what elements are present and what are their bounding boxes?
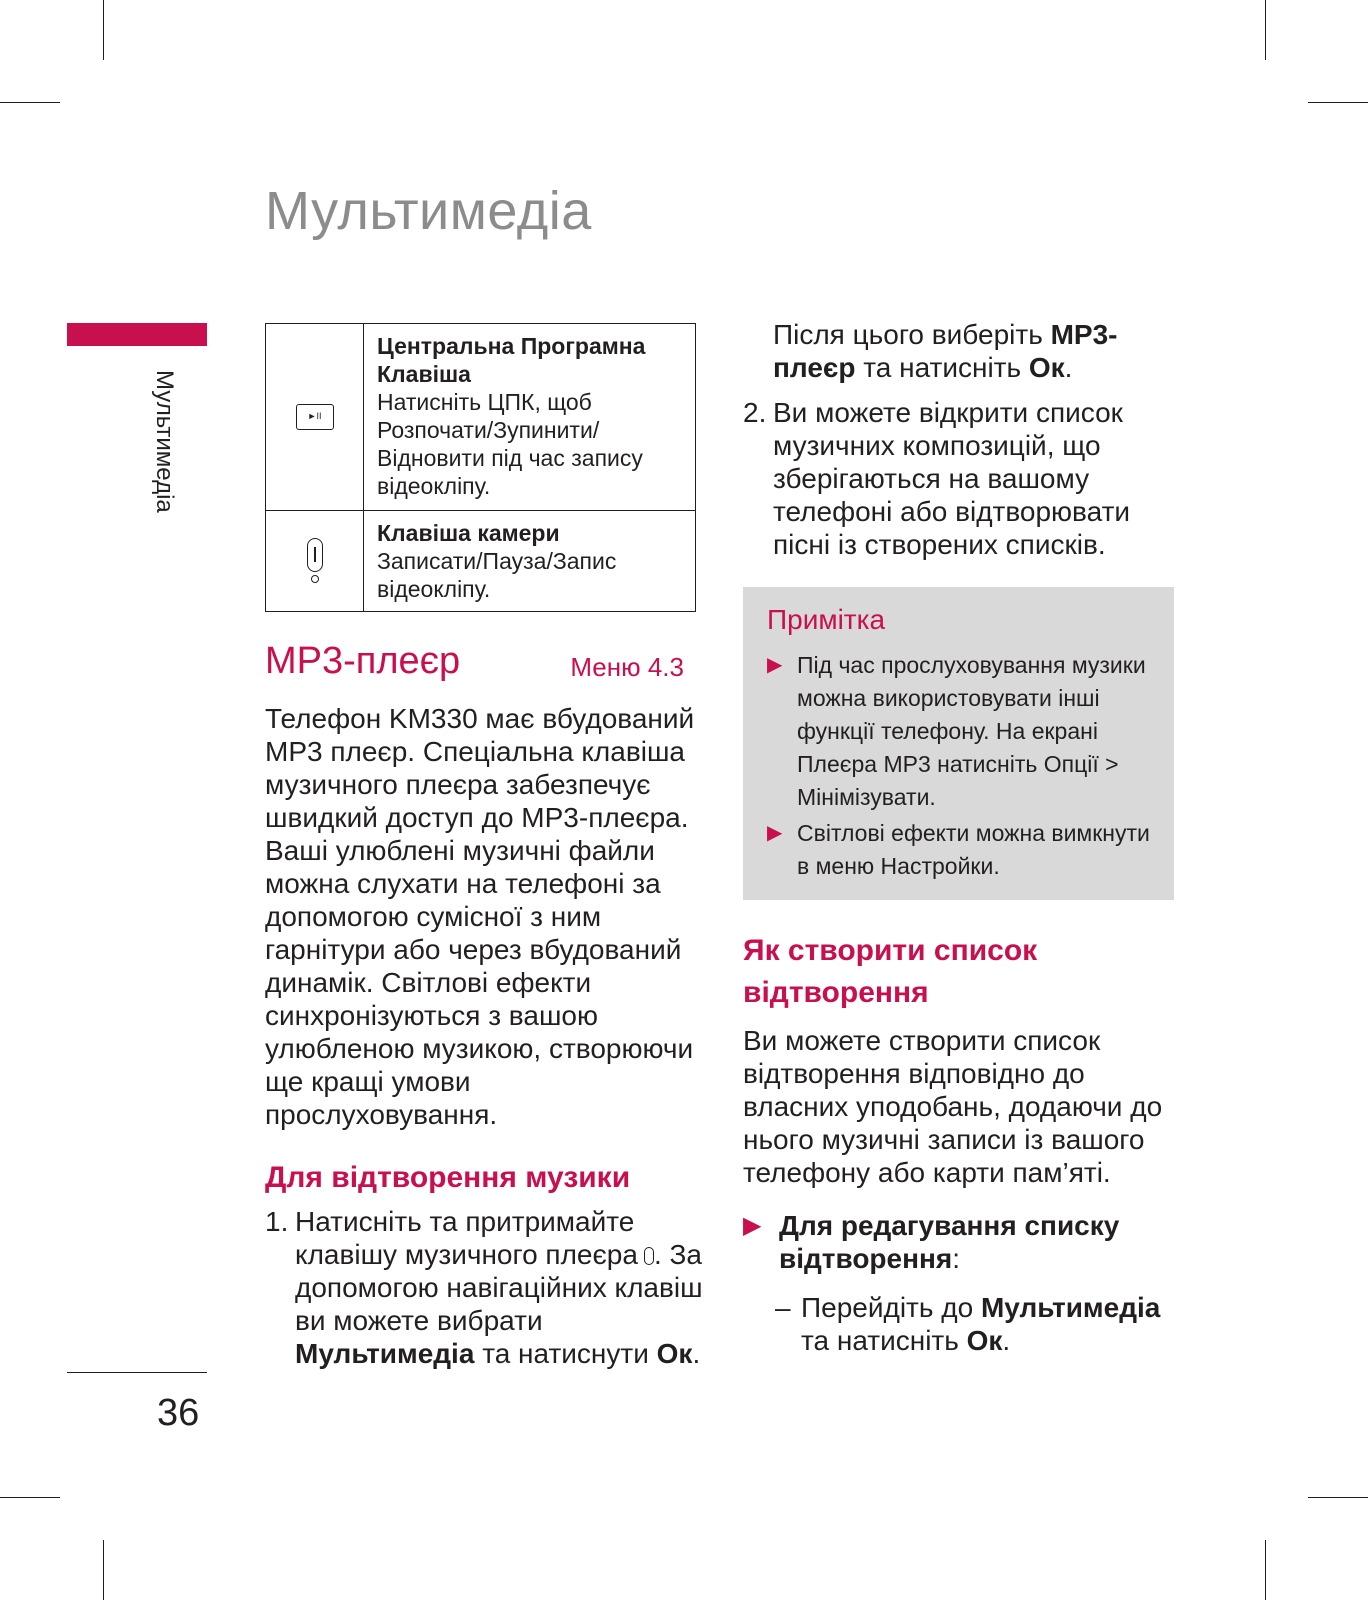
playlist-section <box>743 930 1173 1357</box>
note-box <box>743 587 1174 900</box>
step-text: та натисніть <box>863 352 1022 383</box>
note-item <box>767 649 1167 814</box>
key-text-cell <box>364 324 696 511</box>
side-section-label: Мультимедіа <box>151 370 178 513</box>
bullet-text: : <box>952 1243 961 1274</box>
dash-text: та натисніть <box>801 1325 959 1356</box>
camera-key-icon <box>307 538 323 580</box>
crop-mark <box>103 0 104 60</box>
step-bold-text: Ок <box>1028 352 1065 383</box>
list-item <box>265 1205 705 1370</box>
table-row <box>266 511 696 612</box>
dash-bold-text: Мультимедіа <box>980 1292 1161 1323</box>
table-row <box>266 324 696 511</box>
camera-glyph-icon <box>311 575 319 583</box>
step-bold-text: MP3-плеєр <box>773 319 1118 383</box>
step-text: Після цього виберіть <box>773 319 1043 350</box>
page-title: Мультимедіа <box>265 181 592 241</box>
step-number: 2. <box>743 397 767 428</box>
right-column <box>743 318 1173 561</box>
step-text: та натиснути <box>482 1338 649 1369</box>
section-title: MP3-плеєр <box>265 640 461 682</box>
step-text: . За допомогою навігаційних клавіш ви можете вибрати <box>295 1239 703 1336</box>
step-bold-text: Мультимедіа <box>295 1338 475 1369</box>
crop-mark <box>103 1540 104 1600</box>
subsection-title: Як створити список відтворення <box>743 934 1038 1009</box>
intro-paragraph: Телефон KM330 має вбудований MP3 плеєр. Спеціальна клавіша музичного плеєра забезпечує швидкий доступ до MP3-плеєра. Ваші улюблені музичні файли можна слухати на телефоні за допомогою сумісної з ним гарнітури або через вбудований динамік. Світлові ефекти синхронізуються з вашою улюбленою музикою, створюючи ще кращі умови прослуховування. <box>265 703 695 1130</box>
note-item <box>767 817 1167 883</box>
crop-mark <box>1308 1497 1368 1498</box>
key-description: Записати/Пауза/Запис відеокліпу. <box>377 548 617 602</box>
footer-rule <box>67 1372 207 1373</box>
key-icon-cell <box>266 324 364 511</box>
step-bold-text: Ок <box>656 1338 693 1369</box>
dash-bold-text: Ок <box>966 1325 1003 1356</box>
subsection-title: Для відтворення музики <box>265 1161 631 1194</box>
dash-mark: – <box>775 1292 791 1323</box>
menu-reference: Меню 4.3 <box>570 652 684 682</box>
dash-text: . <box>1002 1325 1011 1356</box>
step-text: Ви можете відкрити список музичних композицій, що зберігаються на вашому телефоні або відтворювати пісні із створених списків. <box>773 397 1131 560</box>
crop-mark <box>1265 1540 1266 1600</box>
crop-mark <box>1308 102 1368 103</box>
key-title: Клавіша камери <box>377 520 560 546</box>
section-header <box>265 640 705 690</box>
bullet-item <box>743 1209 1173 1275</box>
key-text-cell <box>364 511 696 612</box>
steps-list <box>265 1205 705 1370</box>
camera-key-line <box>314 547 316 562</box>
key-description: Натисніть ЦПК, щоб Розпочати/Зупинити/ Відновити під час запису відеокліпу. <box>377 389 643 499</box>
bullet-text: Для редагування списку відтворення <box>779 1210 1120 1274</box>
keys-table <box>265 323 696 612</box>
step-text: Натисніть та притримайте клавішу музичного плеєра <box>295 1206 638 1270</box>
crop-mark <box>0 1497 60 1498</box>
key-title: Центральна Програмна Клавіша <box>377 333 646 387</box>
dash-item <box>743 1291 1173 1357</box>
step-text: . <box>692 1338 701 1369</box>
playlist-paragraph: Ви можете створити список відтворення відповідно до власних уподобань, додаючи до нього музичні записи із вашого телефону або карти пам’яті. <box>743 1025 1163 1188</box>
page-number: 36 <box>157 1392 200 1434</box>
crop-mark <box>1265 0 1266 60</box>
music-key-icon <box>644 1247 654 1265</box>
arrow-right-icon: ▶ <box>767 822 783 844</box>
note-text: Під час прослуховування музики можна використовувати інші функції телефону. На екрані Плеєра MP3 натисніть Опції > Мінімізувати. <box>797 652 1146 810</box>
step-continuation <box>743 318 1173 384</box>
key-icon-cell <box>266 511 364 612</box>
section-color-bar <box>67 323 207 346</box>
note-text: Світлові ефекти можна вимкнути в меню Настройки. <box>797 820 1150 879</box>
play-pause-key-icon: ►II <box>296 404 334 430</box>
step-number: 1. <box>265 1206 289 1237</box>
crop-mark <box>0 102 60 103</box>
arrow-right-icon: ▶ <box>743 1212 762 1239</box>
steps-list <box>743 396 1173 561</box>
dash-text: Перейдіть до <box>801 1292 974 1323</box>
list-item <box>743 396 1173 561</box>
step-text: . <box>1064 352 1073 383</box>
left-column <box>265 640 705 1370</box>
arrow-right-icon: ▶ <box>767 654 783 676</box>
note-title: Примітка <box>767 604 886 635</box>
